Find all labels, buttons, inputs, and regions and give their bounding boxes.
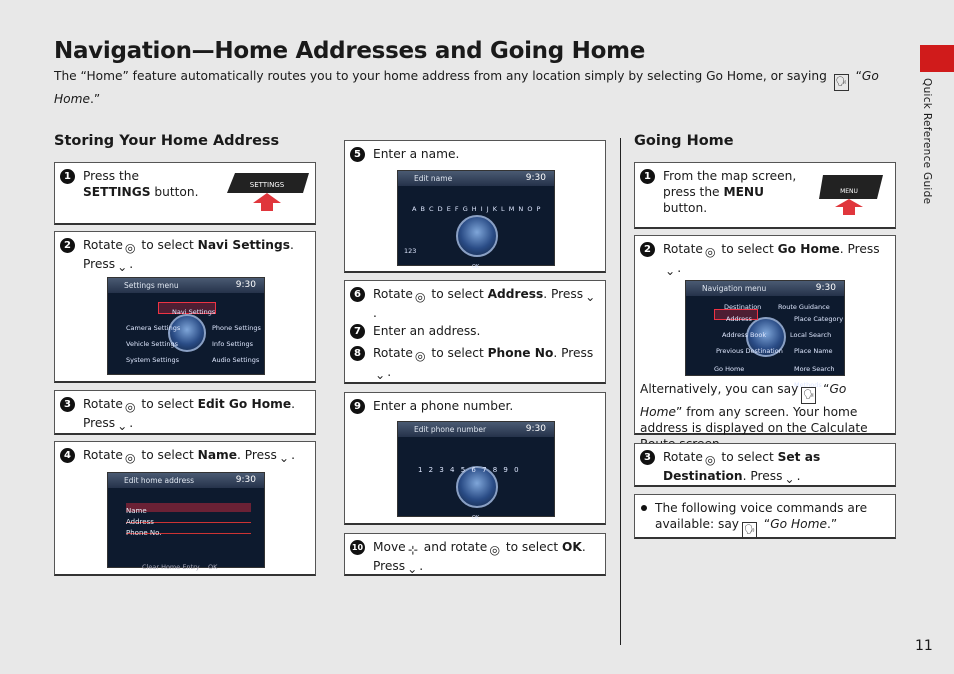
press-icon: ⌄ [784, 472, 795, 486]
press-icon: ⌄ [278, 451, 290, 465]
storing-heading: Storing Your Home Address [54, 133, 280, 149]
talk-icon: 🗣 [742, 522, 757, 539]
move-icon: ⊹ [407, 543, 418, 557]
going-step-1: 1 From the map screen, press the MENU button. MENU [634, 162, 896, 229]
edit-home-address-screen: Edit home address 9:30 Name Address Phone No. Clear Home Entry OK [107, 472, 265, 568]
page-title: Navigation—Home Addresses and Going Home [54, 38, 646, 64]
navigation-menu-screen: Navigation menu 9:30 Destination Route Guidance Address Place Category Address Book Local Search Previous Destination Place Name Go Home More Search Methods [685, 280, 845, 376]
alt-voice-text: Alternatively, you can say 🗣 “Go Home” from any screen. Your home address is displayed on the Calculate [640, 382, 868, 435]
talk-icon: 🗣 [801, 387, 816, 404]
press-icon: ⌄ [407, 562, 418, 576]
press-icon: ⌄ [117, 260, 128, 274]
voice-commands-note: The following voice commands are available: say 🗣 “Go Home.” [634, 494, 896, 539]
rotate-icon: ◎ [124, 400, 136, 414]
menu-button-label: MENU [840, 188, 858, 195]
settings-button-icon [223, 169, 309, 211]
rotate-icon: ◎ [124, 451, 136, 465]
talk-icon: 🗣 [834, 74, 849, 91]
steps-6-8: 6 Rotate ◎ to select Address. Press ⌄. 7 Enter an address. 8 Rotate ◎ to select Phone No. Press⌄ . [344, 280, 606, 384]
edit-phone-number-screen: Edit phone number 9:30 1 2 3 4 5 6 7 8 9 0 OK [397, 421, 555, 517]
page-number: 11 [915, 638, 933, 654]
rotate-icon: ◎ [124, 241, 136, 255]
rotate-icon: ◎ [414, 349, 426, 363]
storing-step-3: 3 Rotate ◎ to select Edit Go Home. Press ⌄ . [54, 390, 316, 435]
bullet [641, 505, 647, 511]
settings-button-label: SETTINGS [249, 181, 285, 189]
step-9: 9 Enter a phone number. Edit phone number 9:30 1 2 3 4 5 6 7 8 9 0 OK [344, 392, 606, 525]
settings-menu-screen: Settings menu 9:30 Navi Settings Camera Settings Phone Settings Vehicle Settings Info Settings System Settings Audio Settings [107, 277, 265, 375]
column-divider [620, 138, 621, 645]
step-number: 1 [60, 169, 75, 184]
section-tab [920, 45, 954, 72]
storing-step-2: 2 Rotate ◎ to select Navi Settings. Press ⌄ . Settings menu 9:30 Navi Settings Camera Settings Phone Settings Vehicle Settings Info Settings System Settings Audio Settings [54, 231, 316, 383]
menu-button-icon [817, 173, 883, 215]
press-icon: ⌄ [117, 419, 128, 433]
rotate-icon: ◎ [414, 290, 426, 304]
press-icon: ⌄ [585, 290, 596, 304]
going-step-3: 3 Rotate ◎ to select Set as Destination. Press ⌄ . [634, 443, 896, 487]
rotate-icon: ◎ [704, 453, 716, 467]
intro-text: The “Home” feature automatically routes you to your home address from any location simply by selecting Go Home, or saying 🗣 “Go Home.” [54, 69, 879, 106]
press-icon: ⌄ [665, 264, 676, 278]
going-home-heading: Going Home [634, 133, 734, 149]
step-5: 5 Enter a name. Edit name 9:30 A B C D E F G H I J K L M N O P 123 OK [344, 140, 606, 273]
going-step-2: 2 Rotate ◎ to select Go Home. Press⌄ . Navigation menu 9:30 Destination Route Guidance Address Place Category Address Book Local Search Previous Destination Place Name Go Home More Search Methods Alternatively, you can say 🗣 “Go Home” from any screen. Your home address is displayed on the Calculate [634, 235, 896, 435]
storing-step-1: 1 Press the SETTINGS button. SETTINGS [54, 162, 316, 225]
rotate-icon: ◎ [489, 543, 500, 557]
press-icon: ⌄ [375, 368, 386, 382]
storing-step-4: 4 Rotate ◎ to select Name. Press ⌄ . Edit home address 9:30 Name Address Phone No. Clear Home Entry OK [54, 441, 316, 576]
step-10: 10 Move ⊹ and rotate ◎ to select OK. Press ⌄ . [344, 533, 606, 576]
edit-name-screen: Edit name 9:30 A B C D E F G H I J K L M N O P 123 OK [397, 170, 555, 266]
side-label: Quick Reference Guide [921, 78, 933, 205]
rotate-icon: ◎ [704, 245, 716, 259]
